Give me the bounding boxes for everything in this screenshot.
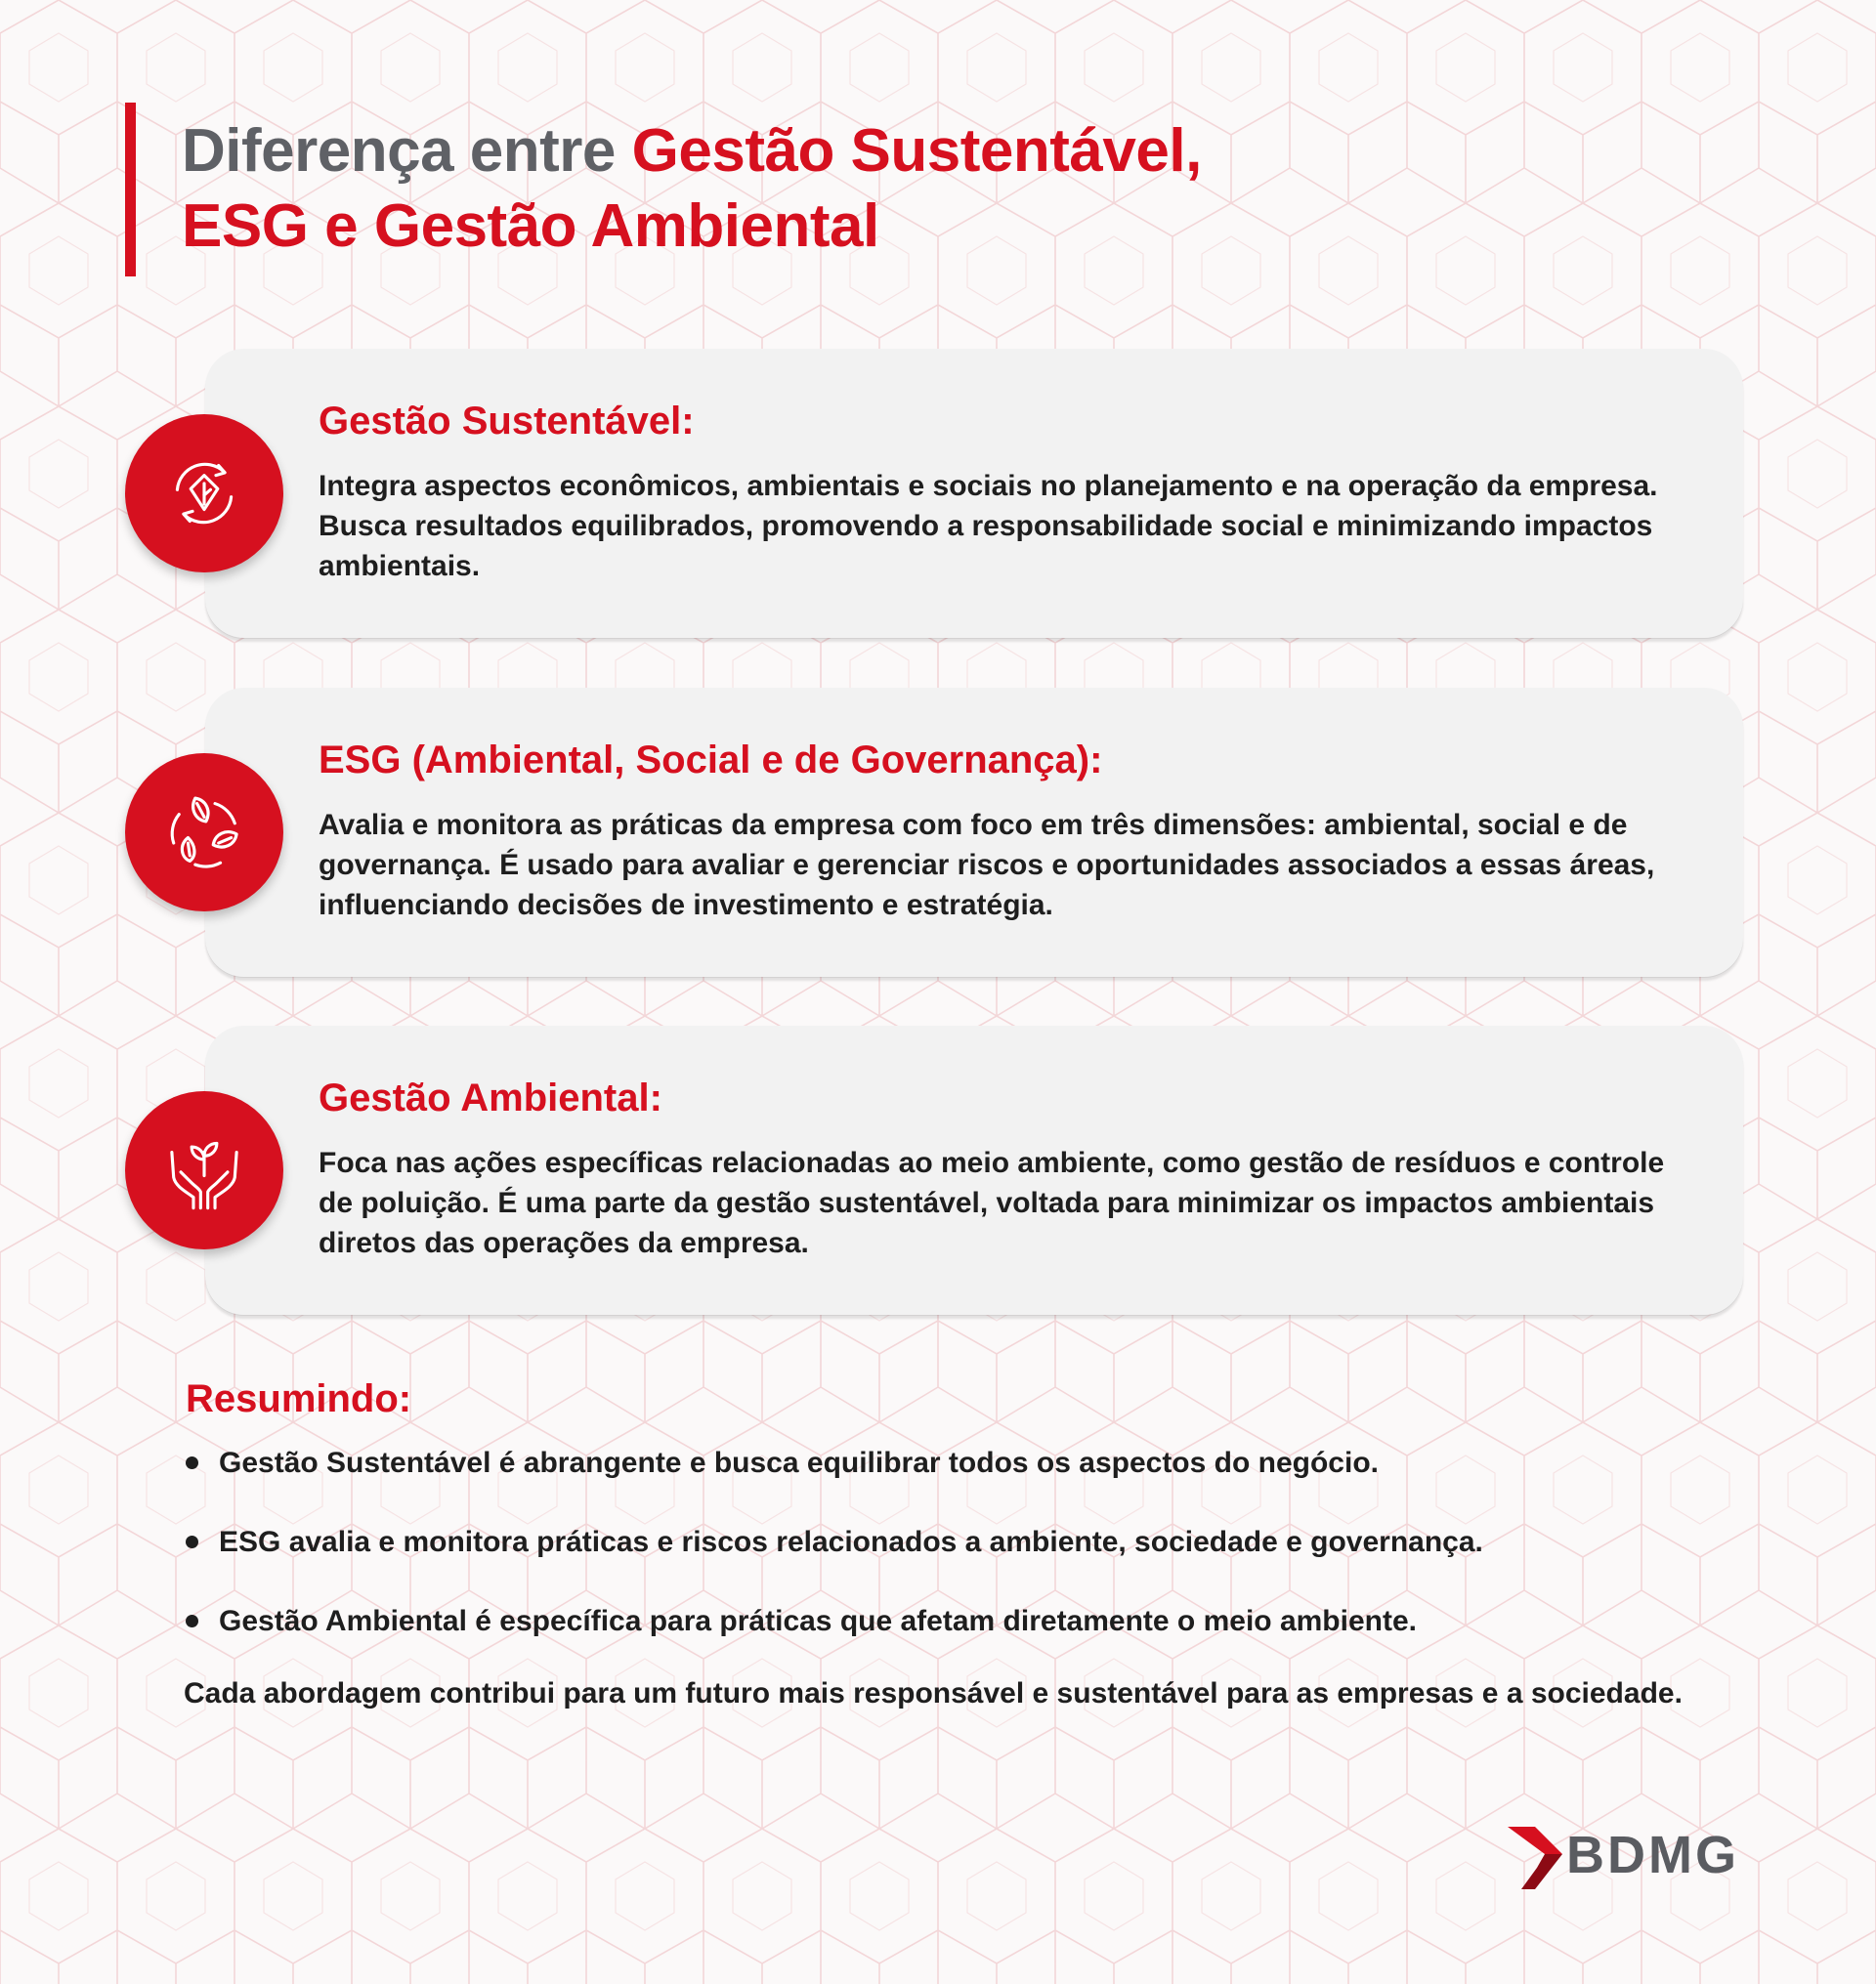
- leaf-cycle-icon: [125, 414, 283, 572]
- page-title: [182, 113, 1647, 264]
- recycle-leaves-icon: [125, 753, 283, 911]
- list-item: [186, 1440, 1710, 1519]
- list-item-text: Gestão Ambiental é específica para práticas que afetam diretamente o meio ambiente.: [219, 1605, 1417, 1637]
- summary-title: Resumindo:: [186, 1377, 412, 1420]
- logo-text: BDMG: [1566, 1826, 1739, 1884]
- title-line-2: ESG e Gestão Ambiental: [182, 192, 879, 260]
- card-gestao-sustentavel: [205, 349, 1743, 638]
- bdmg-logo: [1508, 1821, 1742, 1889]
- card-title: Gestão Sustentável:: [319, 400, 695, 443]
- list-item: [186, 1519, 1710, 1598]
- bullet-icon: [186, 1536, 198, 1548]
- bdmg-chevron-icon: [1508, 1827, 1562, 1889]
- bullet-icon: [186, 1615, 198, 1627]
- card-text: Avalia e monitora as práticas da empresa com foco em três dimensões: ambiental, social e de governança. É usado para avaliar e gerenciar riscos e oportunidades associados a essas áreas, influenciando decisões de investimento e estratégia.: [319, 809, 1655, 921]
- title-part-gray: Diferença entre: [182, 117, 632, 185]
- bullet-icon: [186, 1456, 198, 1469]
- list-item-text: Gestão Sustentável é abrangente e busca equilibrar todos os aspectos do negócio.: [219, 1447, 1379, 1479]
- card-text: Integra aspectos econômicos, ambientais e sociais no planejamento e na operação da empresa. Busca resultados equilibrados, promovendo a responsabilidade social e minimizando impactos ambientais.: [319, 470, 1658, 582]
- title-accent-bar: [125, 103, 136, 276]
- card-gestao-ambiental: [205, 1026, 1743, 1315]
- closing-text: Cada abordagem contribui para um futuro mais responsável e sustentável para as empresas e a sociedade.: [184, 1677, 1683, 1710]
- card-title: Gestão Ambiental:: [319, 1076, 662, 1119]
- hands-plant-icon: [125, 1091, 283, 1249]
- title-part-red: Gestão Sustentável,: [631, 117, 1202, 185]
- list-item-text: ESG avalia e monitora práticas e riscos relacionados a ambiente, sociedade e governança.: [219, 1526, 1483, 1558]
- card-title: ESG (Ambiental, Social e de Governança):: [319, 739, 1103, 781]
- card-esg: [205, 688, 1743, 977]
- summary-list: [186, 1440, 1710, 1677]
- card-text: Foca nas ações específicas relacionadas ao meio ambiente, como gestão de resíduos e controle de poluição. É uma parte da gestão sustentável, voltada para minimizar os impactos ambientais diretos das operações da empresa.: [319, 1147, 1665, 1259]
- list-item: [186, 1598, 1710, 1677]
